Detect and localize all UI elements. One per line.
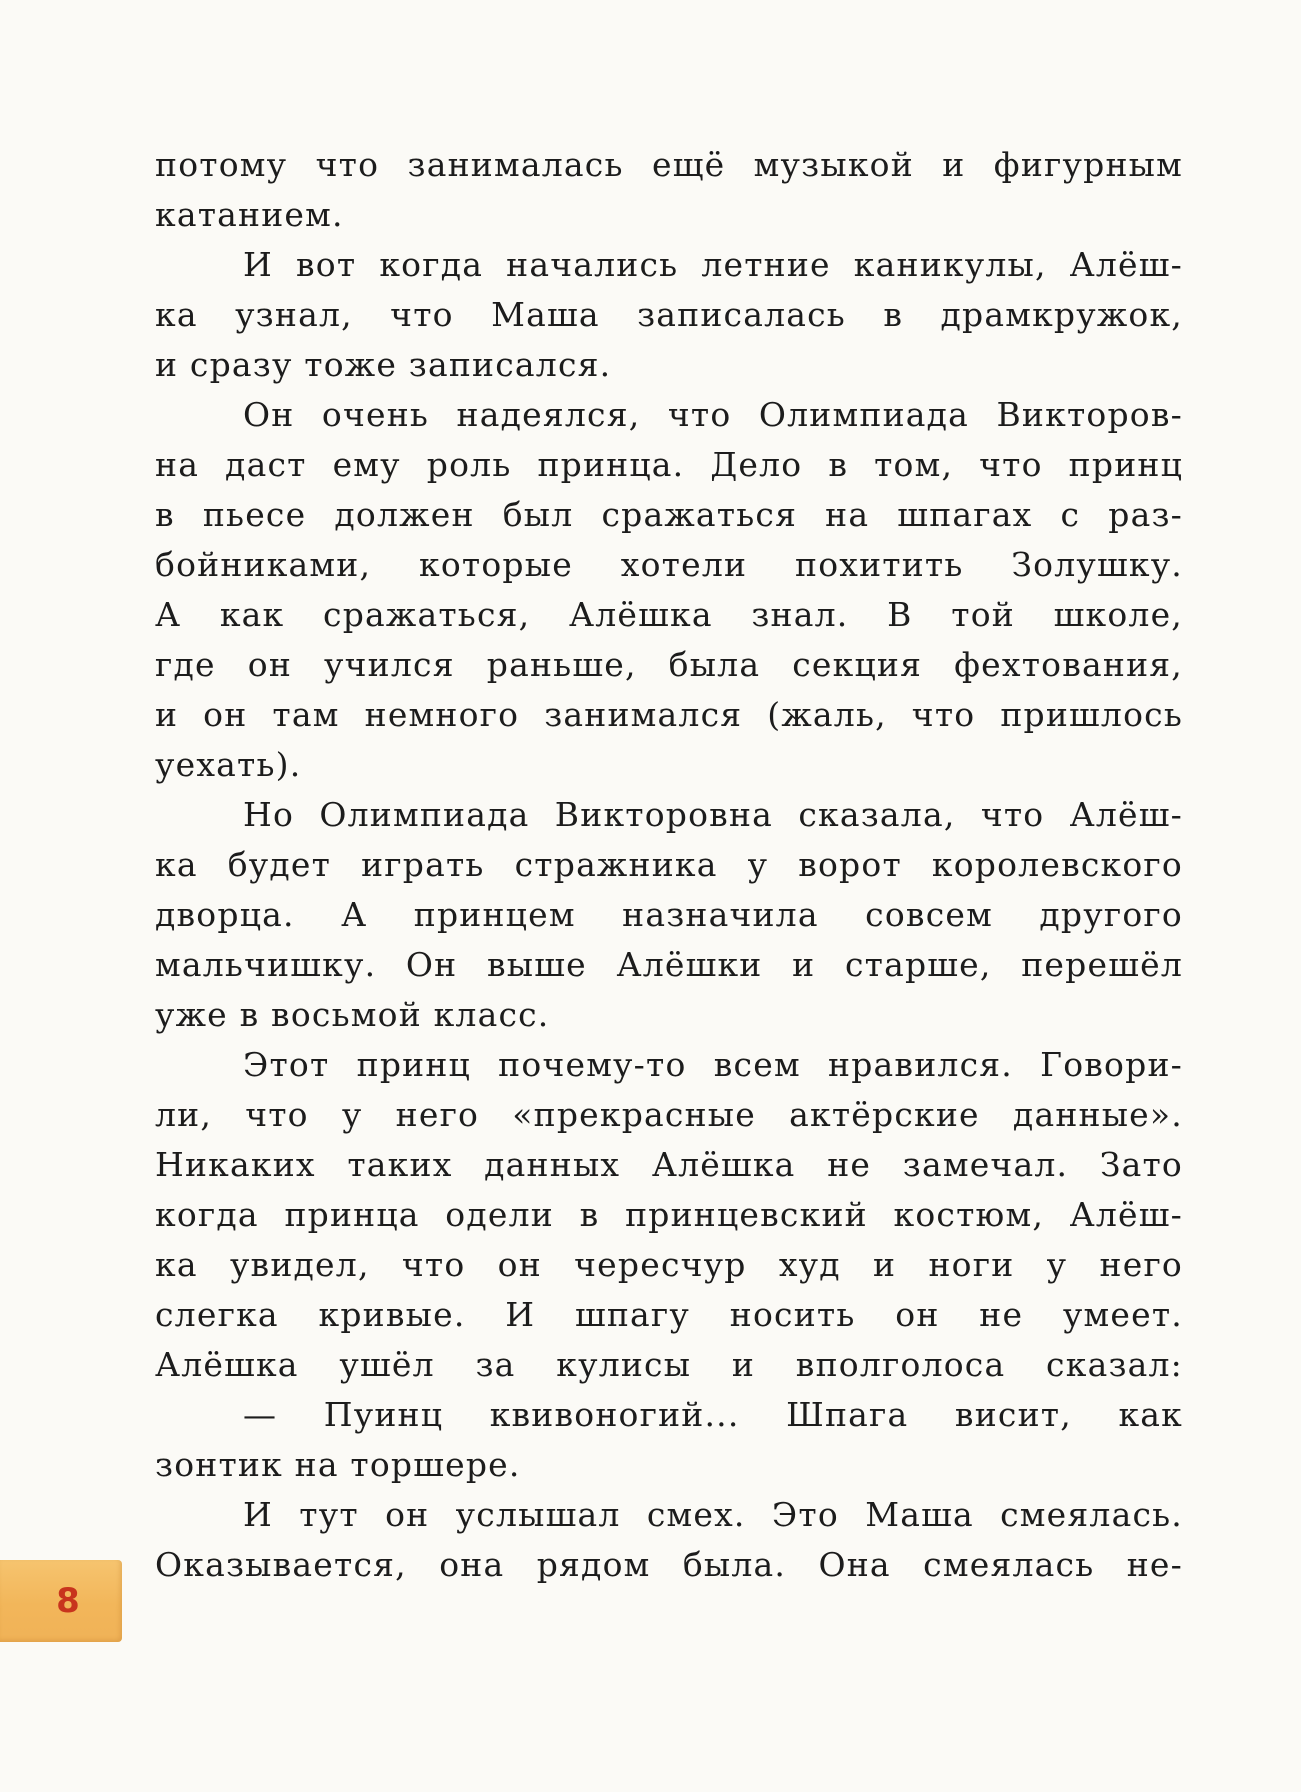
- text-line: бойниками, которые хотели похитить Золушку.: [155, 545, 1183, 584]
- text-line: когда принца одели в принцевский костюм, Алёш-: [155, 1195, 1183, 1234]
- text-line: ли, что у него «прекрасные актёрские данные».: [155, 1095, 1183, 1134]
- text-line: и он там немного занимался (жаль, что пришлось: [155, 695, 1183, 734]
- page-number: 8: [56, 1581, 80, 1621]
- text-line: — Пуинц квивоногий... Шпага висит, как: [243, 1395, 1183, 1434]
- text-line: ка узнал, что Маша записалась в драмкружок,: [155, 295, 1183, 334]
- text-line: Алёшка ушёл за кулисы и вполголоса сказал:: [155, 1345, 1183, 1384]
- text-line: в пьесе должен был сражаться на шпагах с раз-: [155, 495, 1183, 534]
- page-number-tab: [0, 1560, 122, 1642]
- text-line: А как сражаться, Алёшка знал. В той школе,: [155, 595, 1183, 634]
- text-line: ка увидел, что он чересчур худ и ноги у него: [155, 1245, 1183, 1284]
- text-line: ка будет играть стражника у ворот королевского: [155, 845, 1183, 884]
- text-line: зонтик на торшере.: [155, 1445, 521, 1484]
- text-line: где он учился раньше, была секция фехтования,: [155, 645, 1183, 684]
- text-line: мальчишку. Он выше Алёшки и старше, перешёл: [155, 945, 1183, 984]
- text-line: Этот принц почему-то всем нравился. Говори-: [243, 1045, 1183, 1084]
- text-line: уже в восьмой класс.: [155, 995, 550, 1034]
- text-line: дворца. А принцем назначила совсем другого: [155, 895, 1183, 934]
- text-line: катанием.: [155, 195, 344, 234]
- text-line: и сразу тоже записался.: [155, 345, 612, 384]
- body-text: [155, 140, 1183, 1590]
- text-line: Он очень надеялся, что Олимпиада Викторов-: [243, 395, 1183, 434]
- text-line: И вот когда начались летние каникулы, Алёш-: [243, 245, 1183, 284]
- text-line: слегка кривые. И шпагу носить он не умеет.: [155, 1295, 1183, 1334]
- text-line: на даст ему роль принца. Дело в том, что принц: [155, 445, 1183, 484]
- text-line: Никаких таких данных Алёшка не замечал. Зато: [155, 1145, 1183, 1184]
- text-line: Оказывается, она рядом была. Она смеялась не-: [155, 1545, 1183, 1584]
- text-line: И тут он услышал смех. Это Маша смеялась.: [243, 1495, 1183, 1534]
- text-line: потому что занималась ещё музыкой и фигурным: [155, 145, 1183, 184]
- text-line: уехать).: [155, 745, 302, 784]
- text-line: Но Олимпиада Викторовна сказала, что Алёш-: [243, 795, 1183, 834]
